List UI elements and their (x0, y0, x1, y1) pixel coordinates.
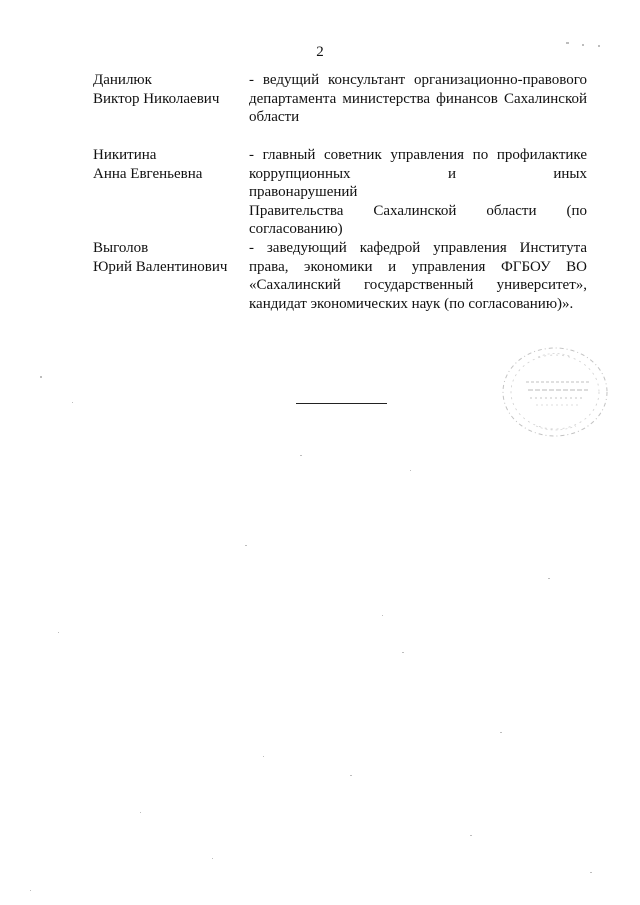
member-entry (93, 239, 593, 313)
description-line: Правительства Сахалинской области (по (249, 202, 587, 219)
member-surname: Данилюк (93, 72, 152, 88)
member-given-names: Юрий Валентинович (93, 258, 228, 275)
description-line: - главный советник управления по профилактике (249, 147, 587, 163)
member-description (249, 146, 587, 239)
separator-line (296, 403, 387, 404)
member-name (93, 239, 249, 313)
description-line: коррупционных и иных правонарушений (249, 165, 587, 200)
member-surname: Выголов (93, 240, 149, 256)
member-entry (93, 146, 593, 239)
member-name (93, 71, 249, 127)
seal-stamp (498, 342, 613, 442)
description-line: - заведующий кафедрой управления Института (249, 240, 587, 256)
description-line: кандидат экономических наук (по согласованию)». (249, 295, 574, 312)
member-name (93, 146, 249, 239)
description-line: «Сахалинский государственный университет», (249, 277, 587, 293)
member-given-names: Анна Евгеньевна (93, 165, 203, 182)
description-line: департамента министерства финансов Сахалинской (249, 90, 587, 107)
member-given-names: Виктор Николаевич (93, 90, 220, 107)
member-entry (93, 71, 593, 127)
description-line: области (249, 109, 300, 125)
description-line: права, экономики и управления ФГБОУ ВО (249, 258, 587, 275)
member-surname: Никитина (93, 147, 157, 163)
description-line: согласованию) (249, 221, 343, 237)
member-description (249, 71, 587, 127)
description-line: - ведущий консультант организационно-правового (249, 72, 587, 88)
member-description (249, 239, 587, 313)
page-number: 2 (316, 44, 324, 60)
